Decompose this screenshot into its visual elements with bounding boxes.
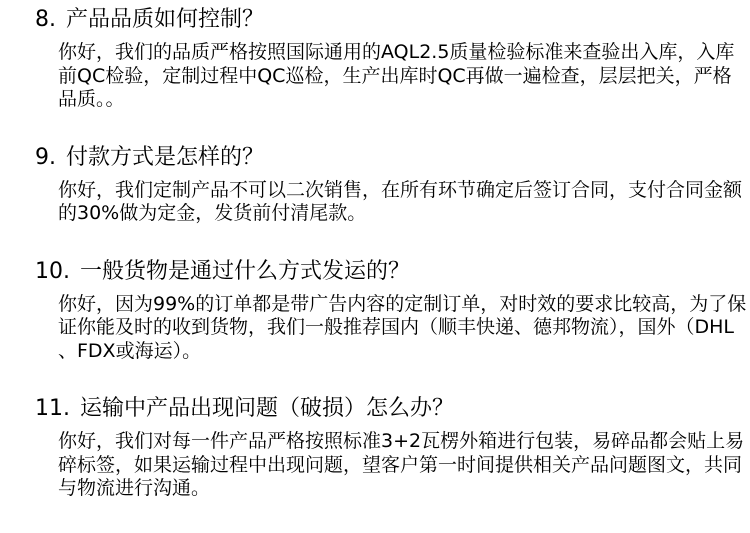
faq-question [35, 7, 736, 33]
faq-section [35, 144, 743, 226]
faq-question-number: 11. [35, 396, 70, 421]
faq-question-text: 一般货物是通过什么方式发运的？ [80, 258, 411, 284]
faq-answer-line: 前QC检验，定制过程中QC巡检，生产出库时QC再做一遍检查，层层把关，严格 [58, 64, 732, 87]
faq-question-number: 10. [35, 258, 70, 284]
faq-answer-line: 的30%做为定金，发货前付清尾款。 [58, 202, 367, 224]
faq-answer-line: 你好，我们定制产品不可以二次销售，在所有环节确定后签订合同，支付合同金额 [58, 178, 743, 201]
faq-answer-line: 与物流进行沟通。 [58, 477, 211, 499]
faq-answer-line: 证你能及时的收到货物，我们一般推荐国内（顺丰快递、德邦物流），国外（DHL [58, 316, 735, 338]
faq-section [35, 396, 745, 501]
faq-question-text: 产品品质如何控制？ [66, 7, 265, 32]
faq-question-number: 9. [35, 144, 56, 170]
faq-section [35, 7, 736, 112]
faq-question-number: 8. [35, 7, 56, 32]
faq-answer-line: 碎标签，如果运输过程中出现问题，望客户第一时间提供相关产品问题图文，共同 [58, 453, 743, 476]
faq-answer-line: 你好，因为99%的订单都是带广告内容的定制订单，对时效的要求比较高，为了保 [58, 292, 747, 315]
faq-answer-line: 品质。。 [58, 88, 125, 110]
faq-answer [58, 41, 736, 112]
faq-question [35, 259, 736, 285]
faq-question [35, 145, 736, 171]
faq-question-text: 运输中产品出现问题（破损）怎么办？ [80, 396, 455, 421]
faq-answer [58, 178, 743, 226]
faq-answer [58, 292, 747, 364]
faq-answer-line: 你好，我们对每一件产品严格按照标准3+2瓦楞外箱进行包装，易碎品都会贴上易 [58, 430, 745, 452]
faq-section [35, 258, 747, 364]
faq-question [35, 396, 736, 422]
faq-answer-line: 你好，我们的品质严格按照国际通用的AQL2.5质量检验标准来查验出入库，入库 [58, 41, 735, 63]
faq-answer-line: 、FDX或海运）。 [58, 339, 202, 362]
faq-question-text: 付款方式是怎样的？ [66, 144, 265, 170]
faq-answer [58, 430, 745, 501]
